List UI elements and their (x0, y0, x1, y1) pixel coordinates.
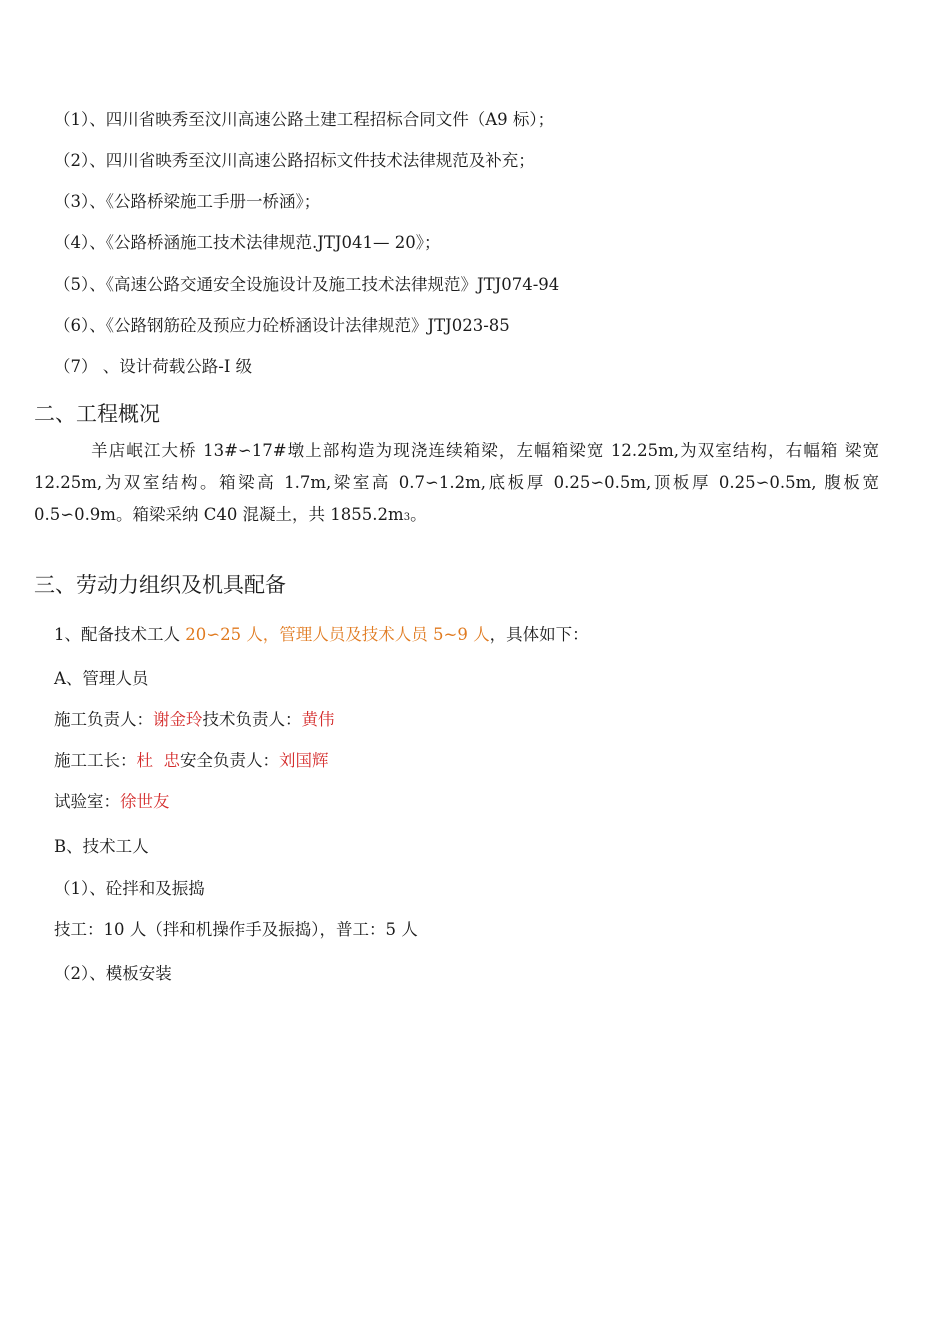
construction-lead-label: 施工负责人： (54, 710, 153, 729)
overview-text: 羊店岷江大桥 13#∽17#墩上部构造为现浇连续箱梁，左幅箱梁宽 12.25m,为双室结构，右幅箱 梁宽 12.25m,为双室结构。箱梁高 1.7m,梁室高 0.7∽1.2m,底板厚 0.25∽0.5m,顶板厚 0.25∽0.5m, 腹板宽 0.5∽0.9m。箱梁采纳 C40 混凝土，共 1855.2m (34, 441, 879, 524)
reference-item-7: （7） 、设计荷载公路-I 级 (54, 357, 253, 376)
foreman-line (54, 750, 329, 772)
staffing-prefix: 1、配备技术工人 (54, 625, 186, 644)
foreman-name: 杜 忠 (136, 751, 180, 770)
project-overview-paragraph (34, 435, 879, 534)
unit-superscript: 3 (403, 512, 411, 523)
concrete-workers-detail: 技工：10 人（拌和机操作手及振捣），普工：5 人 (54, 920, 418, 939)
reference-item-5: （5）、《高速公路交通安全设施设计及施工技术法律规范》JTJ074-94 (54, 275, 560, 294)
technical-lead-name: 黄伟 (301, 710, 335, 729)
staffing-highlight: 20∽25 人，管理人员及技术人员 5~9 人 (185, 625, 490, 644)
reference-item-1: （1）、四川省映秀至汶川高速公路土建工程招标合同文件（A9 标）； (54, 110, 555, 129)
section-3-heading: 三、劳动力组织及机具配备 (34, 573, 286, 597)
lead-line (54, 709, 335, 731)
foreman-label: 施工工长： (54, 751, 137, 770)
reference-item-6: （6）、《公路钢筋砼及预应力砼桥涵设计法律规范》JTJ023-85 (54, 316, 510, 335)
safety-lead-label: 安全负责人： (180, 751, 279, 770)
lab-name: 徐世友 (120, 792, 170, 811)
reference-item-2: （2）、四川省映秀至汶川高速公路招标文件技术法律规范及补充； (54, 151, 535, 170)
reference-item-4: （4）、《公路桥涵施工技术法律规范.JTJ041— 20》； (54, 233, 441, 252)
technical-lead-label: 技术负责人： (202, 710, 302, 729)
staffing-suffix: ，具体如下： (489, 625, 589, 644)
reference-item-3: （3）、《公路桥梁施工手册一桥涵》； (54, 192, 321, 211)
safety-lead-name: 刘国辉 (279, 751, 329, 770)
construction-lead-name: 谢金玲 (153, 710, 203, 729)
group-b-heading: B、技术工人 (54, 837, 149, 856)
group-a-heading: A、管理人员 (54, 669, 149, 688)
staffing-line (54, 624, 589, 646)
formwork-subheading: （2）、模板安装 (54, 964, 172, 983)
lab-label: 试验室： (54, 792, 120, 811)
concrete-subheading: （1）、砼拌和及振捣 (54, 879, 205, 898)
section-2-heading: 二、工程概况 (34, 402, 160, 426)
lab-line (54, 791, 170, 813)
overview-end: 。 (410, 505, 427, 524)
